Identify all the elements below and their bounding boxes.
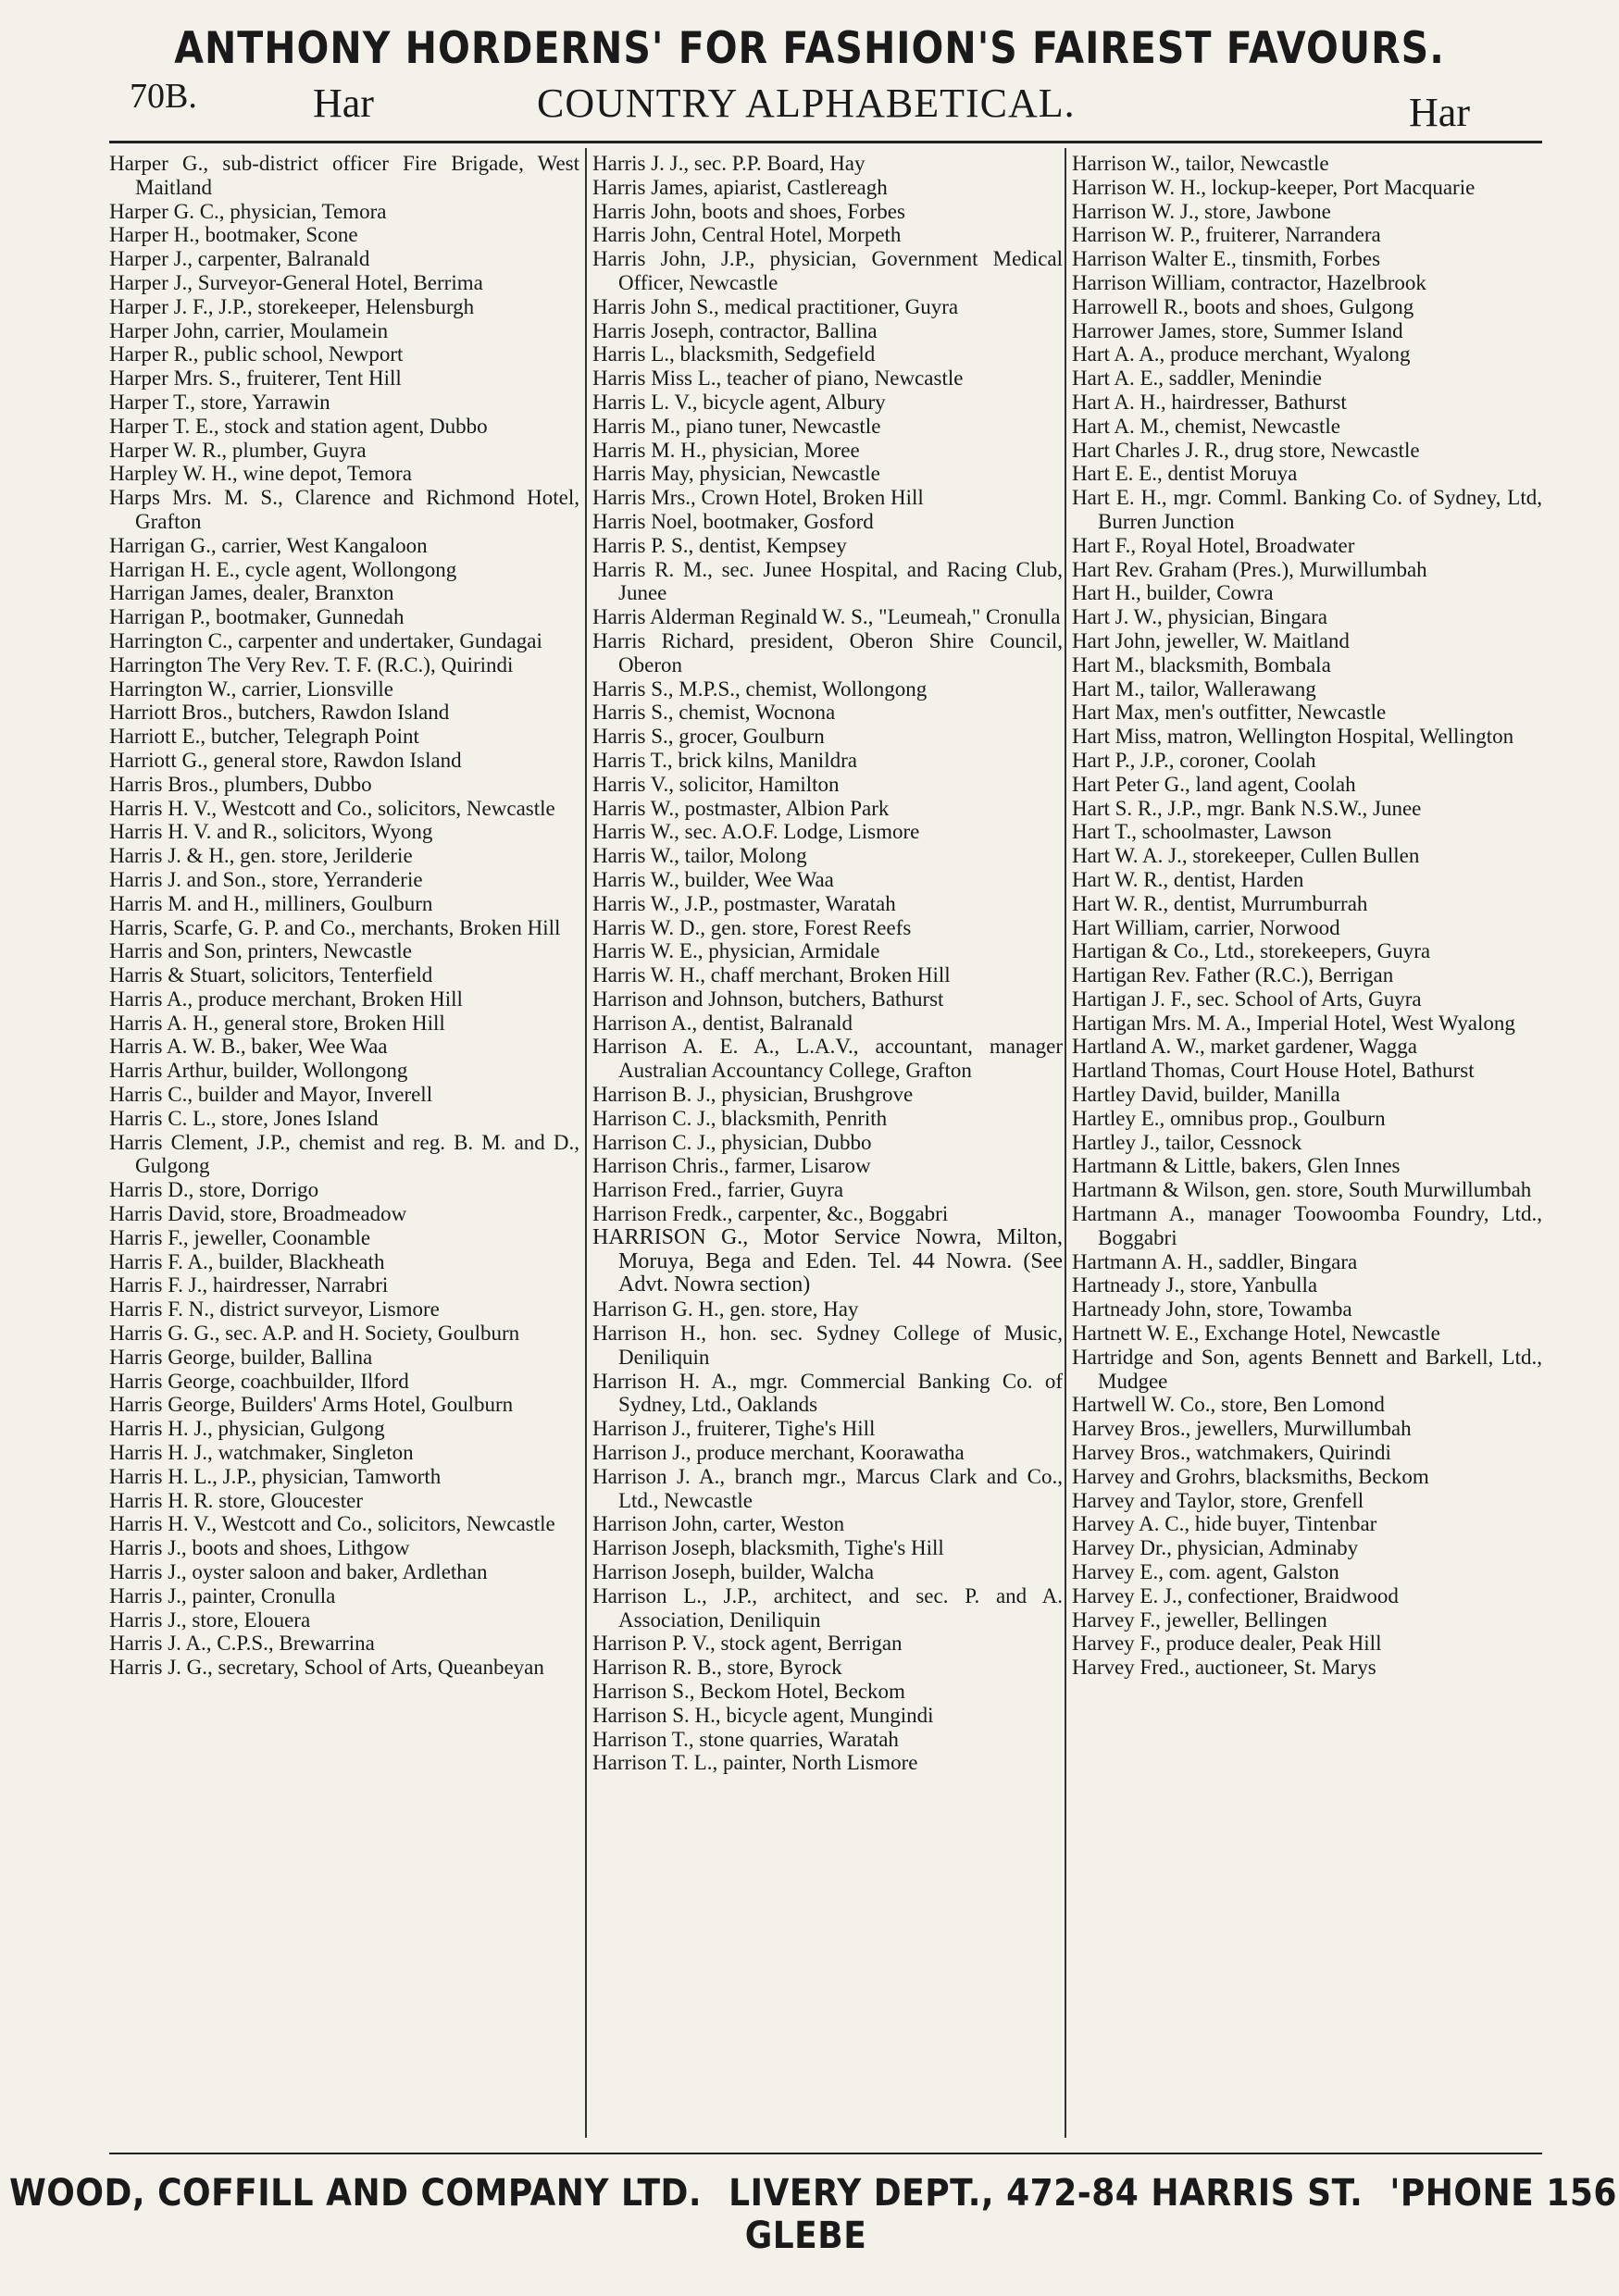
- directory-entry: Harris G. G., sec. A.P. and H. Society, Goulburn: [109, 1322, 520, 1346]
- directory-entry: Harrison William, contractor, Hazelbrook: [1072, 270, 1426, 294]
- directory-entry: Harris W. E., physician, Armidale: [592, 939, 880, 963]
- directory-entry: Harris F. J., hairdresser, Narrabri: [109, 1273, 389, 1297]
- directory-entry: Harris D., store, Dorrigo: [109, 1178, 319, 1202]
- footer-phone: 'PHONE 156 GLEBE: [744, 2172, 1617, 2257]
- directory-column-2: [592, 152, 1063, 2132]
- directory-entry: Hartigan & Co., Ltd., storekeepers, Guyra: [1072, 939, 1431, 963]
- directory-entry: Harris H. R. store, Gloucester: [109, 1488, 364, 1512]
- directory-entry: Harrison C. J., blacksmith, Penrith: [592, 1106, 888, 1130]
- directory-entry: Harvey E. J., confectioner, Braidwood: [1072, 1583, 1399, 1607]
- directory-entry: Harris S., grocer, Goulburn: [592, 725, 825, 749]
- directory-entry: Harrower James, store, Summer Island: [1072, 318, 1403, 342]
- directory-entry: Harper G. C., physician, Temora: [109, 199, 387, 223]
- directory-entry: Harris F. N., district surveyor, Lismore: [109, 1297, 440, 1322]
- directory-entry: Harvey Fred., auctioneer, St. Marys: [1072, 1656, 1376, 1680]
- directory-entry: Harris J., oyster saloon and baker, Ardlethan: [109, 1560, 488, 1584]
- directory-entry: Harrison J., fruiterer, Tighe's Hill: [592, 1417, 876, 1441]
- directory-entry: Harris John, Central Hotel, Morpeth: [592, 223, 902, 247]
- directory-entry: Hart F., Royal Hotel, Broadwater: [1072, 533, 1355, 557]
- directory-entry: Harvey and Grohrs, blacksmiths, Beckom: [1072, 1464, 1429, 1488]
- directory-entry: Harrison L., J.P., architect, and sec. P. and A. Association, Deniliquin: [592, 1583, 1063, 1632]
- directory-entry: Hart A. M., chemist, Newcastle: [1072, 414, 1340, 438]
- footer-rule: [109, 2153, 1542, 2154]
- directory-entry: Harris F. A., builder, Blackheath: [109, 1249, 385, 1273]
- directory-entry: Hartmann A. H., saddler, Bingara: [1072, 1249, 1358, 1273]
- directory-entry: Harrison Fredk., carpenter, &c., Boggabri: [592, 1202, 949, 1226]
- directory-entry: Harrison B. J., physician, Brushgrove: [592, 1083, 914, 1107]
- directory-entry: Hart John, jeweller, W. Maitland: [1072, 628, 1350, 652]
- directory-entry: Harris Mrs., Crown Hotel, Broken Hill: [592, 486, 924, 510]
- directory-entry: Hart E. E., dentist Moruya: [1072, 462, 1298, 486]
- directory-entry: Harrison H., hon. sec. Sydney College of Music, Deniliquin: [592, 1322, 1063, 1369]
- directory-entry: Harris J. & H., gen. store, Jerilderie: [109, 844, 413, 868]
- directory-entry: Harris T., brick kilns, Manildra: [592, 748, 857, 772]
- directory-entry: Harris H. V., Westcott and Co., solicitors, Newcastle: [109, 796, 555, 820]
- directory-entry: Harris Alderman Reginald W. S., "Leumeah," Cronulla: [592, 605, 1061, 629]
- directory-entry: Harrison Fred., farrier, Guyra: [592, 1178, 844, 1202]
- directory-entry: Harris James, apiarist, Castlereagh: [592, 175, 888, 199]
- directory-entry: Harris Arthur, builder, Wollongong: [109, 1059, 408, 1083]
- directory-entry: Harris H. V. and R., solicitors, Wyong: [109, 820, 433, 844]
- directory-entry: Hartland Thomas, Court House Hotel, Bathurst: [1072, 1059, 1475, 1083]
- directory-entry: Hart A. E., saddler, Menindie: [1072, 366, 1322, 391]
- directory-entry: Harris F., jeweller, Coonamble: [109, 1225, 371, 1249]
- directory-entry: Harris H. J., physician, Gulgong: [109, 1417, 385, 1441]
- directory-entry: Harps Mrs. M. S., Clarence and Richmond Hotel, Grafton: [109, 486, 579, 533]
- directory-entry: Harvey A. C., hide buyer, Tintenbar: [1072, 1512, 1377, 1536]
- directory-entry: Hart Miss, matron, Wellington Hospital, Wellington: [1072, 725, 1514, 749]
- directory-entry: Hart A. A., produce merchant, Wyalong: [1072, 342, 1411, 366]
- directory-entry: Hart Peter G., land agent, Coolah: [1072, 772, 1356, 796]
- directory-entry: Hart H., builder, Cowra: [1072, 581, 1274, 605]
- directory-entry: Harper J., carpenter, Balranald: [109, 247, 370, 271]
- directory-entry: Harris W. H., chaff merchant, Broken Hill: [592, 963, 951, 987]
- directory-entry: Harrigan H. E., cycle agent, Wollongong: [109, 557, 457, 581]
- directory-entry: Harris George, coachbuilder, Ilford: [109, 1369, 409, 1393]
- directory-column-3: [1072, 152, 1542, 2132]
- directory-entry: Harris John S., medical practitioner, Guyra: [592, 294, 959, 318]
- directory-entry: Harper W. R., plumber, Guyra: [109, 438, 367, 462]
- directory-entry: Harris A. H., general store, Broken Hill: [109, 1011, 445, 1035]
- directory-entry: Harris H. V., Westcott and Co., solicitors, Newcastle: [109, 1512, 555, 1536]
- directory-entry: Harris John, boots and shoes, Forbes: [592, 199, 905, 223]
- directory-entry: Hartnett W. E., Exchange Hotel, Newcastle: [1072, 1322, 1440, 1346]
- directory-entry: Harris H. J., watchmaker, Singleton: [109, 1441, 414, 1465]
- directory-entry: Harrison Joseph, builder, Walcha: [592, 1560, 875, 1584]
- directory-entry: Hartwell W. Co., store, Ben Lomond: [1072, 1393, 1385, 1417]
- directory-entry: Harris John, J.P., physician, Government Medical Officer, Newcastle: [592, 247, 1063, 294]
- directory-entry: Harris J. G., secretary, School of Arts, Queanbeyan: [109, 1656, 544, 1680]
- advertisement-banner: ANTHONY HORDERNS' FOR FASHION'S FAIREST FAVOURS.: [174, 22, 1445, 74]
- directory-entry: Harvey Bros., watchmakers, Quirindi: [1072, 1441, 1391, 1465]
- column-divider: [585, 148, 587, 2138]
- directory-entry: Harrison W. H., lockup-keeper, Port Macquarie: [1072, 175, 1476, 199]
- directory-entry: Harris W., builder, Wee Waa: [592, 867, 834, 891]
- directory-entry: Harris L. V., bicycle agent, Albury: [592, 390, 886, 414]
- footer-advertisement: [0, 2172, 1619, 2257]
- directory-entry: Harris C., builder and Mayor, Inverell: [109, 1083, 433, 1107]
- directory-entry: Hartley David, builder, Manilla: [1072, 1083, 1340, 1107]
- directory-entry: Harrison John, carter, Weston: [592, 1512, 845, 1536]
- directory-entry: Hart M., tailor, Wallerawang: [1072, 676, 1316, 701]
- directory-entry: Harris V., solicitor, Hamilton: [592, 772, 840, 796]
- directory-entry: Harrison J. A., branch mgr., Marcus Clark and Co., Ltd., Newcastle: [592, 1464, 1063, 1512]
- directory-entry: Hart W. R., dentist, Harden: [1072, 867, 1304, 891]
- directory-entry: Harris J., store, Elouera: [109, 1607, 311, 1632]
- directory-entry: Harris Noel, bootmaker, Gosford: [592, 509, 874, 533]
- directory-entry: Harrison S., Beckom Hotel, Beckom: [592, 1680, 905, 1703]
- directory-entry: Harrison W. P., fruiterer, Narrandera: [1072, 223, 1381, 247]
- directory-entry: Harper J., Surveyor-General Hotel, Berrima: [109, 270, 483, 294]
- directory-entry: Harris H. L., J.P., physician, Tamworth: [109, 1464, 442, 1488]
- directory-entry: Harris S., chemist, Wocnona: [592, 701, 836, 725]
- directory-entry: Harrison A., dentist, Balranald: [592, 1011, 853, 1035]
- directory-entry: Hart William, carrier, Norwood: [1072, 915, 1340, 939]
- directory-entry: Harris J., boots and shoes, Lithgow: [109, 1536, 410, 1560]
- directory-entry: Harris Miss L., teacher of piano, Newcastle: [592, 366, 964, 391]
- directory-entry: Harriott Bros., butchers, Rawdon Island: [109, 701, 450, 725]
- footer-department: LIVERY DEPT., 472-84 HARRIS ST.: [729, 2172, 1364, 2215]
- directory-entry: Harrington W., carrier, Lionsville: [109, 676, 393, 701]
- directory-entry: Harrison J., produce merchant, Koorawatha: [592, 1441, 965, 1465]
- directory-entry: Harper G., sub-district officer Fire Brigade, West Maitland: [109, 152, 579, 199]
- directory-entry: Harrison P. V., stock agent, Berrigan: [592, 1632, 903, 1656]
- directory-entry: Hart T., schoolmaster, Lawson: [1072, 820, 1332, 844]
- directory-entry: Harper John, carrier, Moulamein: [109, 318, 389, 342]
- directory-entry: Harris W., postmaster, Albion Park: [592, 796, 890, 820]
- directory-entry: Harrington The Very Rev. T. F. (R.C.), Quirindi: [109, 652, 514, 676]
- directory-entry: Harris W., sec. A.O.F. Lodge, Lismore: [592, 820, 920, 844]
- directory-entry: Harper R., public school, Newport: [109, 342, 404, 366]
- directory-entry: Harris M. H., physician, Moree: [592, 438, 860, 462]
- directory-entry: Harvey Dr., physician, Adminaby: [1072, 1536, 1359, 1560]
- directory-entry: Hart M., blacksmith, Bombala: [1072, 652, 1331, 676]
- directory-entry: Hartneady John, store, Towamba: [1072, 1297, 1352, 1322]
- page-title: COUNTRY ALPHABETICAL.: [537, 81, 1076, 126]
- directory-entry: Hartneady J., store, Yanbulla: [1072, 1273, 1318, 1297]
- directory-entry: Harrison Joseph, blacksmith, Tighe's Hill: [592, 1536, 944, 1560]
- directory-entry: Harris J. and Son., store, Yerranderie: [109, 867, 423, 891]
- directory-entry: Harris A., produce merchant, Broken Hill: [109, 987, 463, 1011]
- left-index-key: Har: [313, 81, 374, 126]
- directory-entry: Hartridge and Son, agents Bennett and Barkell, Ltd., Mudgee: [1072, 1345, 1542, 1393]
- directory-entry: Harris W. D., gen. store, Forest Reefs: [592, 915, 912, 939]
- header-rule: [109, 141, 1542, 143]
- directory-entry: Harrison A. E. A., L.A.V., accountant, manager Australian Accountancy College, Grafton: [592, 1035, 1063, 1083]
- directory-entry: Harvey and Taylor, store, Grenfell: [1072, 1488, 1364, 1512]
- directory-entry: Harvey F., jeweller, Bellingen: [1072, 1607, 1327, 1632]
- directory-entry: Harper H., bootmaker, Scone: [109, 223, 358, 247]
- page-number: 70B.: [130, 77, 197, 116]
- directory-entry: Hartley J., tailor, Cessnock: [1072, 1130, 1302, 1154]
- directory-entry: Harris Clement, J.P., chemist and reg. B. M. and D., Gulgong: [109, 1130, 579, 1178]
- directory-entry: Hartigan J. F., sec. School of Arts, Guyra: [1072, 987, 1422, 1011]
- directory-entry: Harvey F., produce dealer, Peak Hill: [1072, 1632, 1382, 1656]
- directory-entry: Hart Max, men's outfitter, Newcastle: [1072, 701, 1387, 725]
- directory-entry: Harrison Chris., farmer, Lisarow: [592, 1154, 871, 1178]
- directory-entry: Harrison and Johnson, butchers, Bathurst: [592, 987, 944, 1011]
- footer-company: WOOD, COFFILL AND COMPANY LTD.: [9, 2172, 703, 2215]
- directory-entry: Harris C. L., store, Jones Island: [109, 1106, 379, 1130]
- directory-column-1: [109, 152, 579, 2132]
- directory-entry: Hart W. R., dentist, Murrumburrah: [1072, 891, 1368, 915]
- directory-entry: Harvey Bros., jewellers, Murwillumbah: [1072, 1417, 1412, 1441]
- directory-entry: Harris A. W. B., baker, Wee Waa: [109, 1035, 388, 1059]
- directory-entry: Hart W. A. J., storekeeper, Cullen Bullen: [1072, 844, 1420, 868]
- directory-entry: Harris Joseph, contractor, Ballina: [592, 318, 878, 342]
- directory-entry: Hart Charles J. R., drug store, Newcastle: [1072, 438, 1420, 462]
- directory-entry: Harris George, Builders' Arms Hotel, Goulburn: [109, 1393, 514, 1417]
- directory-entry: Hart J. W., physician, Bingara: [1072, 605, 1327, 629]
- directory-entry: Hart P., J.P., coroner, Coolah: [1072, 748, 1316, 772]
- directory-entry: Hartigan Rev. Father (R.C.), Berrigan: [1072, 963, 1394, 987]
- directory-entry: Harrison C. J., physician, Dubbo: [592, 1130, 872, 1154]
- directory-entry: Hartmann & Wilson, gen. store, South Murwillumbah: [1072, 1178, 1532, 1202]
- directory-entry: Harris J. A., C.P.S., Brewarrina: [109, 1632, 375, 1656]
- directory-entry: Harris M., piano tuner, Newcastle: [592, 414, 881, 438]
- directory-entry: Hartmann A., manager Toowoomba Foundry, Ltd., Boggabri: [1072, 1202, 1542, 1249]
- directory-entry: Harris & Stuart, solicitors, Tenterfield: [109, 963, 433, 987]
- directory-entry: Harper J. F., J.P., storekeeper, Helensburgh: [109, 294, 475, 318]
- directory-entry: Harris J., painter, Cronulla: [109, 1583, 336, 1607]
- directory-entry: Hart E. H., mgr. Comml. Banking Co. of Sydney, Ltd, Burren Junction: [1072, 486, 1542, 533]
- directory-entry: Harper Mrs. S., fruiterer, Tent Hill: [109, 366, 402, 391]
- directory-entry: Harris and Son, printers, Newcastle: [109, 939, 413, 963]
- directory-entry: Harrigan P., bootmaker, Gunnedah: [109, 605, 405, 629]
- directory-entry: Harrington C., carpenter and undertaker, Gundagai: [109, 628, 542, 652]
- directory-entry: Harper T., store, Yarrawin: [109, 390, 330, 414]
- directory-entry: Harrison G. H., gen. store, Hay: [592, 1297, 859, 1322]
- directory-entry: Hart A. H., hairdresser, Bathurst: [1072, 390, 1347, 414]
- directory-entry: Hart S. R., J.P., mgr. Bank N.S.W., Junee: [1072, 796, 1422, 820]
- directory-entry: Hartigan Mrs. M. A., Imperial Hotel, West Wyalong: [1072, 1011, 1515, 1035]
- directory-entry: Harris P. S., dentist, Kempsey: [592, 533, 847, 557]
- directory-entry: Harris J. J., sec. P.P. Board, Hay: [592, 152, 866, 175]
- directory-entry: HARRISON G., Motor Service Nowra, Milton, Moruya, Bega and Eden. Tel. 44 Nowra. (See Advt. Nowra section): [592, 1224, 1063, 1297]
- directory-entry: Harris W., tailor, Molong: [592, 844, 807, 868]
- directory-entry: Harris May, physician, Newcastle: [592, 462, 880, 486]
- directory-entry: Harris, Scarfe, G. P. and Co., merchants, Broken Hill: [109, 915, 561, 939]
- directory-entry: Harrison T. L., painter, North Lismore: [592, 1751, 918, 1775]
- directory-entry: Harrison S. H., bicycle agent, Mungindi: [592, 1703, 934, 1727]
- page-header: [120, 76, 1546, 137]
- directory-entry: Harris S., M.P.S., chemist, Wollongong: [592, 676, 928, 701]
- directory-entry: Harrowell R., boots and shoes, Gulgong: [1072, 294, 1414, 318]
- directory-entry: Harpley W. H., wine depot, Temora: [109, 462, 412, 486]
- directory-entry: Harriott E., butcher, Telegraph Point: [109, 725, 419, 749]
- directory-entry: Harris Richard, president, Oberon Shire Council, Oberon: [592, 628, 1063, 676]
- directory-entry: Harrison W., tailor, Newcastle: [1072, 152, 1329, 175]
- directory-entry: Harris W., J.P., postmaster, Waratah: [592, 891, 896, 915]
- directory-entry: Harper T. E., stock and station agent, Dubbo: [109, 414, 488, 438]
- directory-entry: Hartland A. W., market gardener, Wagga: [1072, 1035, 1417, 1059]
- directory-entry: Harrison Walter E., tinsmith, Forbes: [1072, 247, 1381, 271]
- directory-entry: Harrison H. A., mgr. Commercial Banking Co. of Sydney, Ltd., Oaklands: [592, 1369, 1063, 1417]
- directory-entry: Hart Rev. Graham (Pres.), Murwillumbah: [1072, 557, 1427, 581]
- directory-entry: Harvey E., com. agent, Galston: [1072, 1560, 1339, 1584]
- column-divider: [1065, 148, 1066, 2138]
- directory-entry: Harrison R. B., store, Byrock: [592, 1656, 842, 1680]
- right-index-key: Har: [1409, 90, 1470, 135]
- directory-entry: Harrigan G., carrier, West Kangaloon: [109, 533, 428, 557]
- directory-entry: Hartmann & Little, bakers, Glen Innes: [1072, 1154, 1401, 1178]
- directory-entry: Harriott G., general store, Rawdon Island: [109, 748, 462, 772]
- directory-entry: Harris L., blacksmith, Sedgefield: [592, 342, 876, 366]
- directory-entry: Hartley E., omnibus prop., Goulburn: [1072, 1106, 1386, 1130]
- directory-entry: Harris R. M., sec. Junee Hospital, and Racing Club, Junee: [592, 557, 1063, 605]
- directory-entry: Harrison T., stone quarries, Waratah: [592, 1727, 899, 1751]
- directory-entry: Harris M. and H., milliners, Goulburn: [109, 891, 433, 915]
- directory-entry: Harrison W. J., store, Jawbone: [1072, 199, 1331, 223]
- directory-entry: Harrigan James, dealer, Branxton: [109, 581, 394, 605]
- directory-entry: Harris Bros., plumbers, Dubbo: [109, 772, 372, 796]
- directory-entry: Harris David, store, Broadmeadow: [109, 1202, 407, 1226]
- directory-entry: Harris George, builder, Ballina: [109, 1345, 373, 1369]
